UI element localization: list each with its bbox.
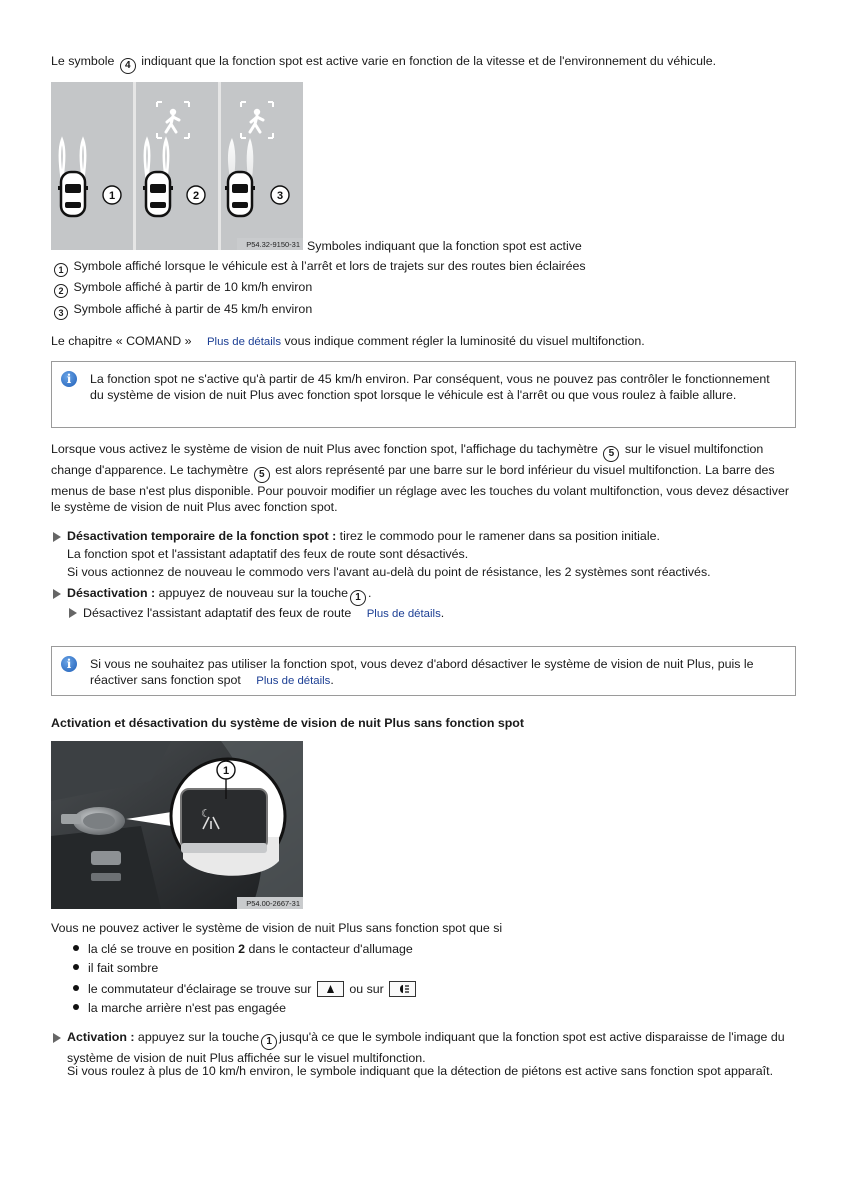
figure-spot-symbols: [51, 82, 303, 250]
condition-light-switch: [88, 981, 418, 997]
step-arrow: [53, 1033, 61, 1043]
condition-key-position: [88, 941, 413, 957]
intro-line: [51, 53, 716, 74]
tachometer-paragraph: [51, 441, 797, 516]
dashboard-illustration: [51, 741, 303, 909]
symbol-text: Symbole affiché à partir de 45 km/h environ: [73, 302, 313, 316]
details-link[interactable]: Plus de détails: [366, 608, 441, 620]
info-note-1: [51, 361, 796, 428]
condition-text: la clé se trouve en position: [88, 942, 235, 956]
step-text-end: .: [368, 586, 372, 600]
step-text: appuyez de nouveau sur la touche: [158, 586, 349, 600]
spot-symbols-illustration: [51, 82, 303, 250]
callout-1: 1: [261, 1034, 277, 1050]
condition-text: le commutateur d'éclairage se trouve sur: [88, 982, 312, 996]
bullet: [73, 964, 79, 970]
callout-5: 5: [254, 467, 270, 483]
intro-text-end: indiquant que la fonction spot est active varie en fonction de la vitesse et de l'environnement du véhicule.: [141, 54, 717, 68]
callout-1: 1: [54, 263, 68, 277]
car-icon: [58, 172, 88, 216]
callout-1-label: 1: [222, 765, 230, 777]
note-text: La fonction spot ne s'active qu'à partir de 45 km/h environ. Par conséquent, vous ne pouvez pas contrôler le fonctionnement du système de vision de nuit Plus avec fonction spot lorsque le véhicule est à l'arrêt ou que vous roulez à faible allure.: [90, 372, 770, 402]
figure-reference: P54.00-2667-31: [246, 899, 300, 908]
note-body: Si vous ne souhaitez pas utiliser la fonction spot, vous devez d'abord désactiver le système de vision de nuit Plus, puis le réactiver sans fonction spot: [90, 657, 754, 687]
car-icon: [225, 172, 255, 216]
condition-text-end: dans le contacteur d'allumage: [248, 942, 413, 956]
para-text: sur le visuel multifonction change d'apparence. Le tachymètre: [51, 442, 764, 477]
low-beam-icon: [389, 981, 416, 997]
callout-4: 4: [120, 58, 136, 74]
para-text: Lorsque vous activez le système de vision de nuit Plus avec fonction spot, l'affichage du tachymètre: [51, 442, 598, 456]
step-title: Désactivation :: [67, 586, 156, 600]
callout-2-label: 2: [192, 190, 200, 202]
callout-3-label: 3: [276, 190, 284, 202]
step-result-text: Si vous roulez à plus de 10 km/h environ, le symbole indiquant que la détection de piétons est active sans fonction spot apparaît.: [67, 1064, 774, 1078]
auto-light-icon: [317, 981, 344, 997]
step-text: tirez le commodo pour le ramener dans sa position initiale.: [339, 529, 660, 543]
step-title: Désactivation temporaire de la fonction spot :: [67, 529, 337, 543]
svg-text:☾: ☾: [201, 807, 211, 820]
step-arrow: [53, 589, 61, 599]
step-temp-deactivation: [67, 528, 660, 544]
note-text: [90, 656, 785, 689]
note-end: .: [330, 673, 334, 687]
chapter-line: [51, 333, 645, 350]
callout-5: 5: [603, 446, 619, 462]
night-view-button: [181, 789, 267, 849]
figure-reference: P54.32-9150-31: [246, 240, 300, 249]
symbol-text: Symbole affiché à partir de 10 km/h environ: [73, 280, 313, 294]
bullet: [73, 985, 79, 991]
callout-3: 3: [54, 306, 68, 320]
substep-end: .: [440, 606, 445, 620]
step-activation: [67, 1029, 797, 1066]
symbol-item-1: [51, 258, 586, 277]
condition-reverse-gear: la marche arrière n'est pas engagée: [88, 1001, 286, 1015]
condition-text-mid: ou sur: [349, 982, 384, 996]
figure-caption: Symboles indiquant que la fonction spot est active: [307, 239, 582, 253]
chapter-text-end: vous indique comment régler la luminosité du visuel multifonction.: [284, 334, 645, 348]
callout-1: 1: [350, 590, 366, 606]
info-icon: i: [61, 656, 77, 672]
condition-dark: il fait sombre: [88, 961, 159, 975]
symbol-item-3: [51, 301, 312, 320]
step-arrow: [53, 532, 61, 542]
key-position-value: 2: [238, 942, 246, 956]
step-title: Activation :: [67, 1030, 135, 1044]
details-link[interactable]: Plus de détails: [256, 675, 331, 687]
substep-line: [83, 605, 444, 622]
info-note-2: [51, 646, 796, 696]
substep-arrow: [69, 608, 77, 618]
figure-light-switch: [51, 741, 303, 909]
para-text: est alors représenté par une barre sur le bord inférieur du visuel multifonction. La barre des menus de base n'est plus disponible. Pour pouvoir modifier un réglage avec les touches du volant multifonction, vous devez désactiver le système de vision de nuit Plus avec fonction spot.: [51, 463, 789, 515]
bullet: [73, 1004, 79, 1010]
bullet: [73, 945, 79, 951]
step-deactivation: [67, 585, 372, 606]
symbol-item-2: [51, 279, 312, 298]
conditions-intro: Vous ne pouvez activer le système de vision de nuit Plus sans fonction spot que si: [51, 921, 503, 935]
step-result-text: Si vous actionnez de nouveau le commodo vers l'avant au-delà du point de résistance, les 2 systèmes sont réactivés.: [67, 565, 711, 579]
substep-text: Désactivez l'assistant adaptatif des feux de route: [83, 606, 352, 620]
step-text-end: jusqu'à ce que le symbole indiquant que la fonction spot est active disparaisse de l'image du système de vision de nuit Plus affichée sur le visuel multifonction.: [67, 1030, 785, 1065]
callout-2: 2: [54, 284, 68, 298]
intro-text: Le symbole: [51, 54, 115, 68]
step-result-text: La fonction spot et l'assistant adaptatif des feux de route sont désactivés.: [67, 547, 469, 561]
info-icon: i: [61, 371, 77, 387]
step-text: appuyez sur la touche: [137, 1030, 260, 1044]
chapter-text: Le chapitre « COMAND »: [51, 334, 192, 348]
car-icon: [143, 172, 173, 216]
callout-1-label: 1: [108, 190, 116, 202]
symbol-text: Symbole affiché lorsque le véhicule est à l’arrêt et lors de trajets sur des routes bien éclairées: [73, 259, 586, 273]
details-link[interactable]: Plus de détails: [206, 336, 282, 348]
section-heading: Activation et désactivation du système de vision de nuit Plus sans fonction spot: [51, 716, 525, 730]
